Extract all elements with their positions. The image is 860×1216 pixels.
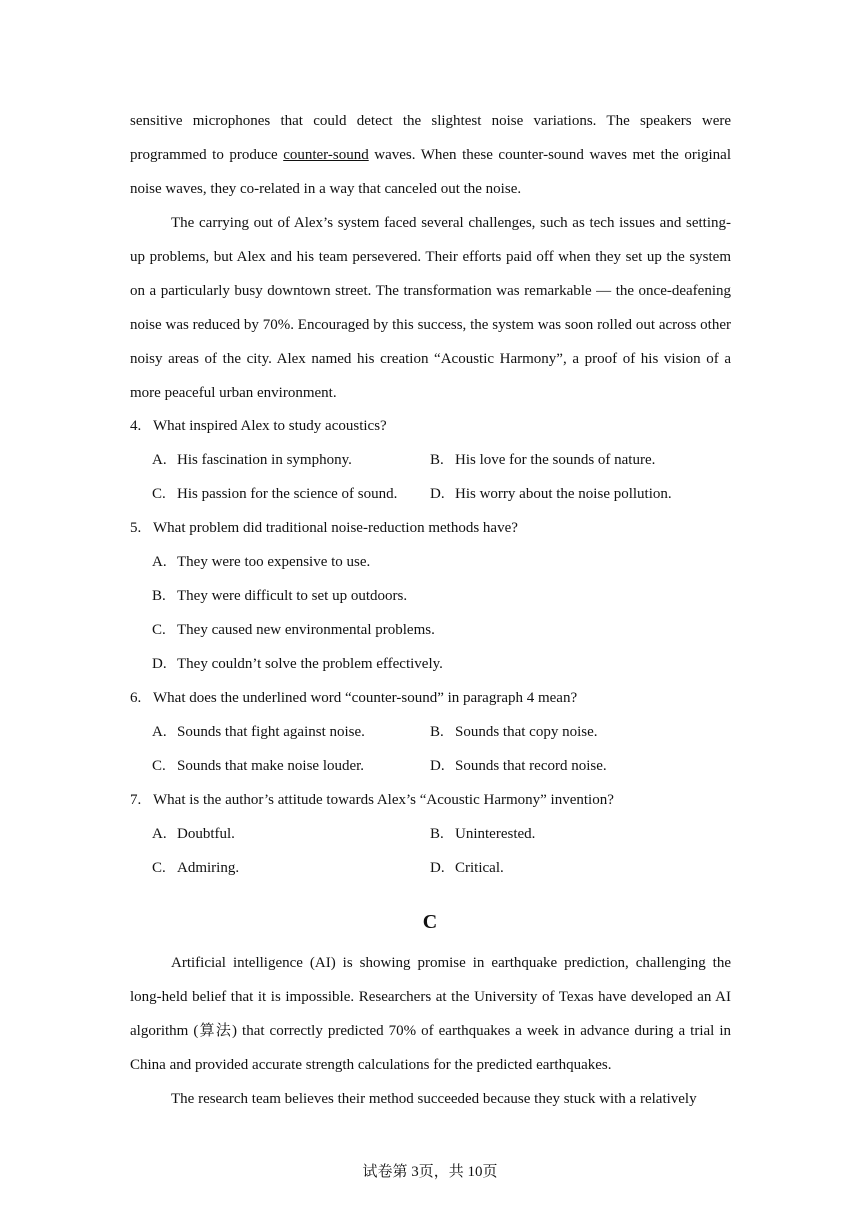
question-text: What inspired Alex to study acoustics?: [153, 418, 387, 434]
question-4: [130, 416, 387, 436]
option-letter: C.: [152, 758, 166, 774]
option-text: They couldn’t solve the problem effectively.: [177, 656, 443, 672]
question-6-option-b: [430, 722, 598, 742]
option-letter: D.: [430, 486, 445, 502]
option-text: Sounds that copy noise.: [455, 724, 598, 740]
option-text: His passion for the science of sound.: [177, 486, 398, 502]
option-letter: B.: [430, 826, 444, 842]
question-5-option-a: [152, 552, 370, 572]
option-text: Sounds that make noise louder.: [177, 758, 365, 774]
option-text: They were difficult to set up outdoors.: [177, 588, 408, 604]
question-text: What problem did traditional noise-reduction methods have?: [153, 520, 518, 536]
page-footer: 试卷第 3页，共 10页: [362, 1164, 498, 1180]
question-number: 5.: [130, 520, 142, 536]
option-letter: A.: [152, 452, 167, 468]
question-text: What is the author’s attitude towards Alex’s “Acoustic Harmony” invention?: [153, 792, 614, 808]
underlined-word-counter-sound: counter-sound: [283, 147, 369, 163]
option-text: His love for the sounds of nature.: [455, 452, 656, 468]
question-7: [130, 790, 614, 810]
question-7-option-d: [430, 858, 504, 878]
question-number: 6.: [130, 690, 142, 706]
section-c-paragraph-2: The research team believes their method succeeded because they stuck with a relatively: [171, 1091, 697, 1107]
paragraph-text: waves. When these counter-sound waves met the original noise waves, they co-related in a way that canceled out the noise.: [130, 147, 731, 197]
option-text: They caused new environmental problems.: [177, 622, 435, 638]
option-text: His worry about the noise pollution.: [455, 486, 672, 502]
question-6-option-d: [430, 756, 607, 776]
question-6-option-c: [152, 756, 364, 776]
question-4-option-c: [152, 484, 397, 504]
question-7-option-a: [152, 824, 235, 844]
section-c-paragraph-1: Artificial intelligence (AI) is showing promise in earthquake prediction, challenging the long-held belief that it is impossible. Researchers at the University of Texas have developed an AI algorithm (算法) that correctly predicted 70% of earthquakes a week in advance during a trial in China and provided accurate strength calculations for the predicted earthquakes.: [130, 955, 731, 1073]
option-letter: D.: [430, 758, 445, 774]
passage-b-paragraph-4: The carrying out of Alex’s system faced several challenges, such as tech issues and setting-up problems, but Alex and his team persevered. Their efforts paid off when they set up the system on a particularly busy downtown street. The transformation was remarkable — the once-deafening noise was reduced by 70%. Encouraged by this success, the system was soon rolled out across other noisy areas of the city. Alex named his creation “Acoustic Harmony”, a proof of his vision of a more peaceful urban environment.: [130, 215, 731, 401]
option-text: His fascination in symphony.: [177, 452, 352, 468]
option-text: Doubtful.: [177, 826, 235, 842]
option-text: Sounds that record noise.: [455, 758, 607, 774]
option-letter: B.: [152, 588, 166, 604]
option-text: Critical.: [455, 860, 504, 876]
paragraph-text: sensitive microphones that could detect the slightest noise variations. The speakers were programmed to produce: [130, 113, 731, 163]
question-7-option-b: [430, 824, 535, 844]
option-letter: C.: [152, 486, 166, 502]
option-letter: C.: [152, 622, 166, 638]
question-4-option-d: [430, 484, 672, 504]
option-letter: D.: [152, 656, 167, 672]
question-5-option-b: [152, 586, 407, 606]
question-5: [130, 518, 518, 538]
option-text: Sounds that fight against noise.: [177, 724, 365, 740]
question-6-option-a: [152, 722, 365, 742]
question-number: 4.: [130, 418, 142, 434]
question-text: What does the underlined word “counter-sound” in paragraph 4 mean?: [153, 690, 578, 706]
section-c-title: C: [422, 911, 438, 933]
passage-b-paragraph-3-end: [130, 104, 731, 206]
question-5-option-d: [152, 654, 443, 674]
question-7-option-c: [152, 858, 239, 878]
option-letter: A.: [152, 826, 167, 842]
question-number: 7.: [130, 792, 142, 808]
option-letter: D.: [430, 860, 445, 876]
question-4-option-b: [430, 450, 655, 470]
option-text: Uninterested.: [455, 826, 536, 842]
option-letter: C.: [152, 860, 166, 876]
question-6: [130, 688, 577, 708]
option-letter: B.: [430, 452, 444, 468]
option-letter: A.: [152, 724, 167, 740]
question-5-option-c: [152, 620, 435, 640]
question-4-option-a: [152, 450, 352, 470]
option-letter: A.: [152, 554, 167, 570]
option-text: They were too expensive to use.: [177, 554, 371, 570]
option-text: Admiring.: [177, 860, 240, 876]
option-letter: B.: [430, 724, 444, 740]
